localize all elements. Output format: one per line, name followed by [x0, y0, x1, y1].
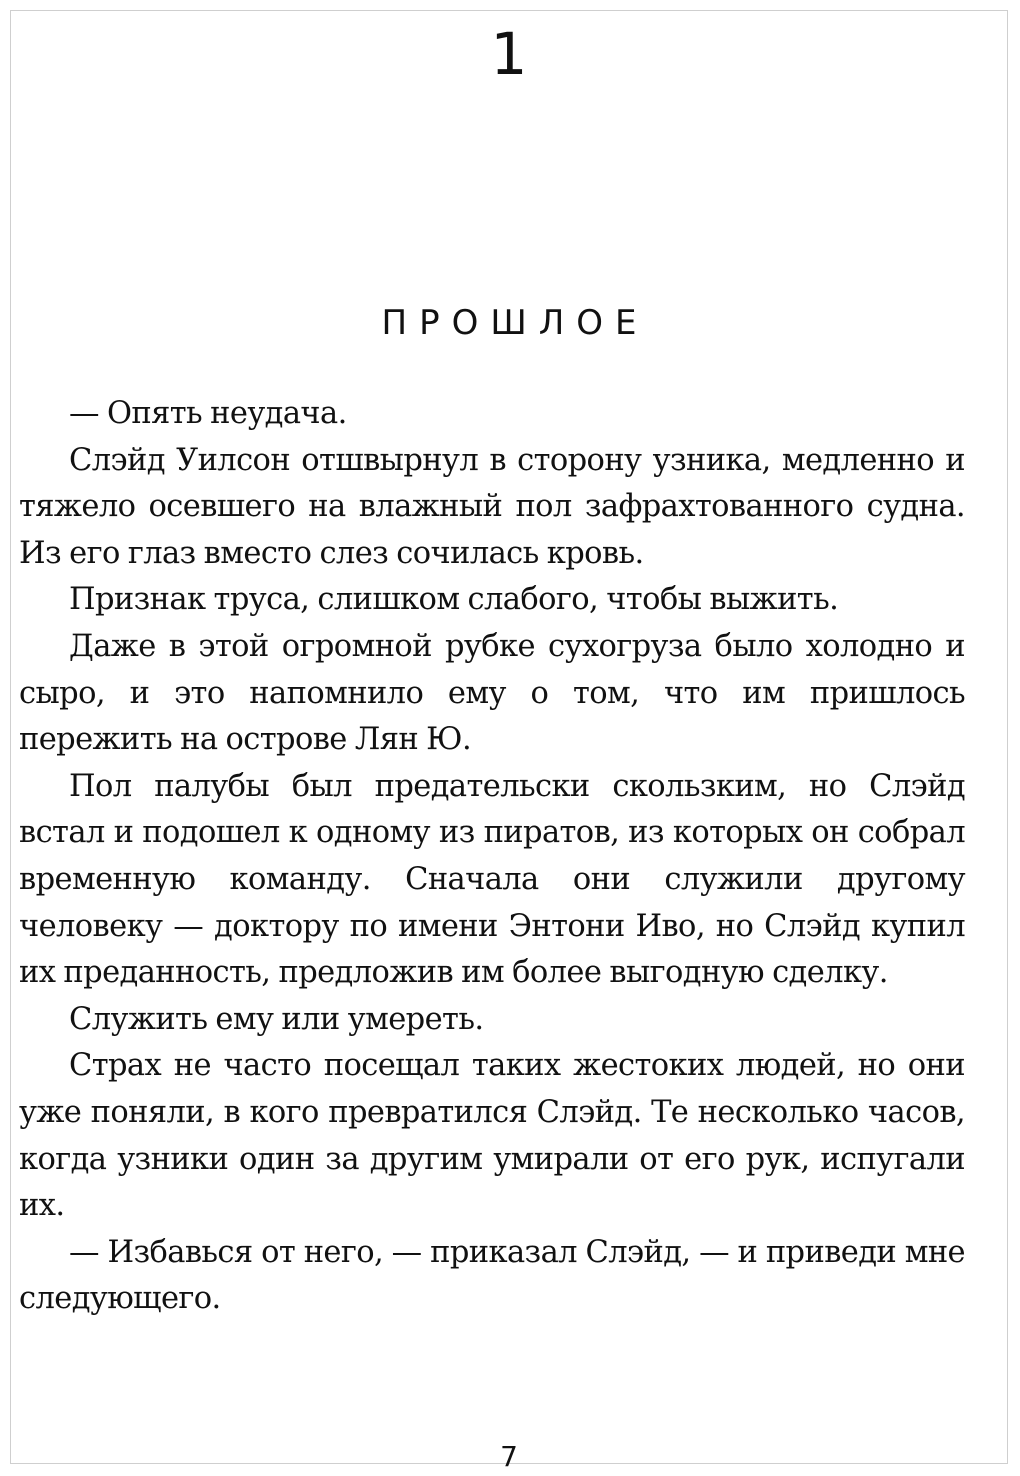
body-text [19, 391, 965, 1323]
paragraph: Служить ему или умереть. [69, 1001, 484, 1037]
paragraph: Страх не часто посещал таких жестоких людей, но они уже поняли, в кого превратился Слэйд. Те несколько часов, когда узники один за другим умирали от его рук, испугали их. [19, 1048, 965, 1224]
paragraph: Пол палубы был предательски скользким, но Слэйд встал и подошел к одному из пиратов, из которых он собрал временную команду. Сначала они служили другому человеку — доктору по имени Энтони Иво, но Слэйд купил их преданность, предложив им более выгодную сделку. [19, 768, 965, 991]
paragraph: — Опять неудача. [69, 396, 347, 431]
paragraph: Слэйд Уилсон отшвырнул в сторону узника, медленно и тяжело осевшего на влажный пол зафрахтованного судна. Из его глаз вместо слез сочилась кровь. [19, 442, 965, 571]
book-page [10, 10, 1008, 1473]
chapter-number: 1 [490, 20, 528, 88]
chapter-title: ПРОШЛОЕ [381, 303, 649, 343]
paragraph: Даже в этой огромной рубке сухогруза было холодно и сыро, и это напомнило ему о том, что им пришлось пережить на острове Лян Ю. [19, 628, 965, 758]
paragraph: Признак труса, слишком слабого, чтобы выжить. [69, 582, 839, 618]
page-number: 7 [500, 1440, 518, 1473]
paragraph: — Избавься от него, — приказал Слэйд, — и приведи мне следующего. [19, 1234, 965, 1317]
